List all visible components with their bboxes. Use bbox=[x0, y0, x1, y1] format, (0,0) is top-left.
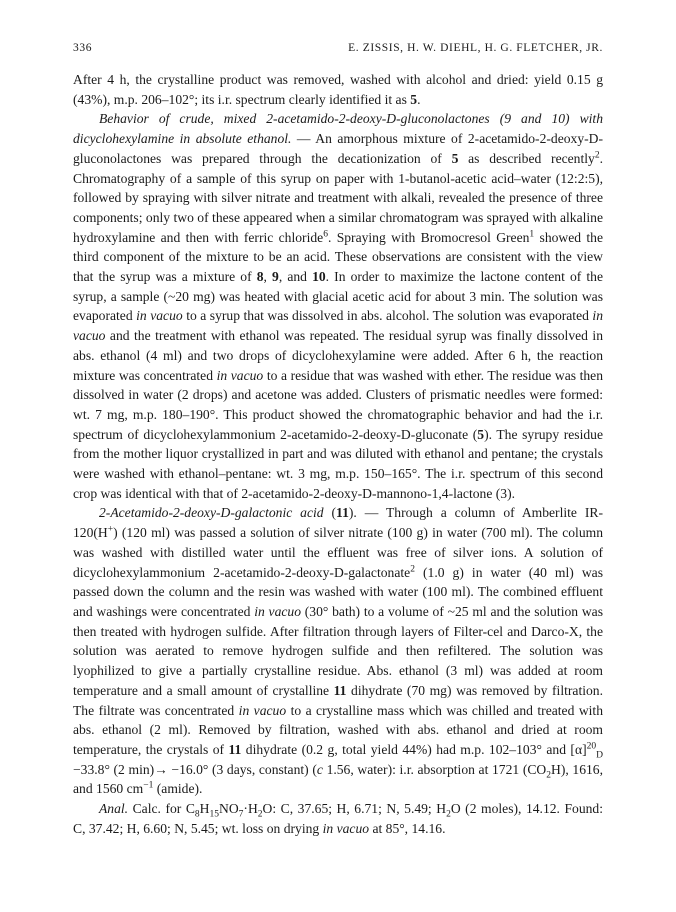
text-run: dihydrate (70 mg) was removed by filtration. The filtrate was concentrated bbox=[73, 682, 603, 718]
subscript: 8 bbox=[194, 809, 200, 820]
text-run: ). The syrupy residue from the mother liquor crystallized in part and was diluted with ethanol and pentane; the crystals were washed with ethanol–pentane: wt. 3 mg, m.p. 150–165°. The i.r. spectrum of this second crop was identical with that of 2-acetamido-2-deoxy-D-mannono-1,4-lactone (3). bbox=[73, 426, 603, 501]
text-run: at 85°, 14.16. bbox=[369, 820, 446, 836]
compound-ref: 5 bbox=[451, 150, 459, 166]
subscript: 2 bbox=[257, 809, 263, 820]
paragraph-4 bbox=[73, 799, 603, 838]
paragraph-3 bbox=[73, 503, 603, 799]
text-run: , and bbox=[278, 269, 313, 285]
text-run: to a residue that was washed with ether. The residue was then dissolved in water (2 drops) and acetone was added. Clusters of prismatic needles were formed: wt. 7 mg, m.p. 180–190°. This product showed the chromatographic behavior and had the i.r. spectrum of dicyclohexylammonium 2-acetamido-2-deoxy-D-gluconate ( bbox=[73, 367, 604, 442]
section-heading: Behavior of crude, mixed 2-acetamido-2-deoxy-D-gluconolactones (9 and 10) with dicyclohexylamine in absolute ethanol. bbox=[73, 111, 603, 147]
text-run: . bbox=[417, 91, 421, 107]
superscript: −1 bbox=[143, 780, 154, 791]
text-run: (30° bath) to a volume of ~25 ml and the solution was then treated with hydrogen sulfide. After filtration through layers of Filter-cel and Darco-X, the solution was aerated to remove hydrogen sulfide and then refiltered. The solution was lyophilized to give a partially crystalline residue. Abs. ethanol (3 ml) was added at room temperature and a small amount of crystalline bbox=[73, 603, 603, 698]
compound-ref: 11 bbox=[228, 741, 242, 757]
compound-ref: 10 bbox=[312, 269, 326, 285]
citation-ref: 1 bbox=[529, 229, 535, 240]
text-run: showed the third component of the mixture to be an acid. These observations are consistent with the view that the syrup was a mixture of bbox=[73, 229, 604, 285]
subscript: 2 bbox=[446, 809, 451, 820]
subscript: 15 bbox=[209, 809, 220, 820]
text-run: Calc. for C bbox=[128, 801, 195, 817]
citation-ref: 6 bbox=[323, 229, 328, 240]
text-run: NO bbox=[219, 801, 239, 817]
text-run: ). bbox=[348, 505, 357, 521]
italic-term: in vacuo bbox=[73, 308, 603, 344]
subscript: 2 bbox=[546, 770, 552, 781]
superscript: 20 bbox=[586, 741, 597, 752]
italic-term: in vacuo bbox=[238, 702, 287, 718]
text-run: , bbox=[263, 269, 273, 285]
paragraph-1 bbox=[73, 70, 603, 109]
text-run: H bbox=[199, 801, 210, 817]
text-run: ) (120 ml) was passed a solution of silver nitrate (100 g) in water (700 ml). The column was washed with distilled water until the effluent was free of silver ions. A solution of dicyclohexylammonium 2-acetamido-2-deoxy-D-galactonate bbox=[73, 525, 603, 580]
text-run: . Chromatography of a sample of this syrup on paper with 1-butanol-acetic acid–water (12:2:5), followed by spraying with silver nitrate and treatment with alkali, revealed the presence of three components; only two of these appeared when a similar chromatogram was sprayed with alkaline hydroxylamine and then with ferric chloride bbox=[73, 150, 603, 245]
text-run: ·H bbox=[243, 801, 258, 817]
subscript: 7 bbox=[238, 809, 244, 820]
subscript: D bbox=[596, 750, 603, 761]
article-body bbox=[73, 70, 603, 838]
italic-term: in vacuo bbox=[254, 603, 301, 619]
running-header bbox=[73, 42, 603, 54]
text-run: to a syrup that was dissolved in abs. alcohol. The solution was evaporated bbox=[182, 308, 593, 324]
text-run: — An amorphous mixture of 2-acetamido-2-deoxy-D-gluconolactones was prepared through the decationization of bbox=[73, 131, 603, 166]
text-run: — Through a column of Amberlite IR-120(H bbox=[73, 505, 603, 541]
compound-ref: 11 bbox=[336, 505, 349, 521]
text-run: O: C, 37.65; H, 6.71; N, 5.49; H bbox=[262, 801, 447, 817]
compound-ref: 9 bbox=[272, 269, 279, 285]
compound-ref: 8 bbox=[256, 269, 264, 285]
superscript: + bbox=[107, 524, 114, 535]
compound-ref: 5 bbox=[410, 91, 418, 107]
text-run: (1.0 g) in water (40 ml) was passed down the column and the resin was washed with water (100 ml). The combined effluent and washings were concentrated bbox=[73, 564, 603, 619]
text-run: H), 1616, and 1560 cm bbox=[73, 761, 603, 797]
italic-term: Anal. bbox=[99, 801, 129, 817]
author-line: E. ZISSIS, H. W. DIEHL, H. G. FLETCHER, JR. bbox=[348, 42, 603, 54]
italic-term: c bbox=[316, 761, 323, 777]
page-number: 336 bbox=[73, 42, 93, 54]
compound-ref: 5 bbox=[477, 426, 485, 442]
paragraph-2 bbox=[73, 109, 603, 503]
italic-term: in vacuo bbox=[136, 308, 183, 324]
section-heading: 2-Acetamido-2-deoxy-D-galactonic acid bbox=[99, 505, 324, 521]
text-run: O (2 moles), 14.12. Found: C, 37.42; H, 6.60; N, 5.45; wt. loss on drying bbox=[73, 801, 603, 836]
citation-ref: 2 bbox=[410, 564, 415, 575]
text-run: and the treatment with ethanol was repeated. The residual syrup was finally dissolved in abs. ethanol (4 ml) and two drops of dicyclohexylamine were added. After 6 h, the reaction mixture was concentrated bbox=[73, 328, 603, 383]
text-run: . In order to maximize the lactone content of the syrup, a sample (~20 mg) was heated with glacial acetic acid for about 3 min. The solution was evaporated bbox=[73, 269, 603, 324]
text-run: ( bbox=[323, 505, 337, 521]
text-run: to a crystalline mass which was chilled and treated with abs. ethanol (2 ml). Removed by filtration, washed with abs. ethanol and dried at room temperature, the crystals of bbox=[73, 702, 603, 757]
text-run: 1.56, water): i.r. absorption at 1721 (CO bbox=[322, 761, 547, 777]
italic-term: in vacuo bbox=[216, 367, 264, 383]
text-run: dihydrate (0.2 g, total yield 44%) had m.p. 102–103° and [α] bbox=[241, 741, 587, 757]
text-run: After 4 h, the crystalline product was removed, washed with alcohol and dried: yield 0.15 g (43%), m.p. 206–102°; its i.r. spectrum clearly identified it as bbox=[73, 72, 603, 107]
text-run: (amide). bbox=[153, 781, 203, 797]
compound-ref: 11 bbox=[333, 682, 347, 698]
text-run: as described recently bbox=[458, 150, 595, 166]
text-run: . Spraying with Bromocresol Green bbox=[327, 229, 530, 245]
text-run: −33.8° (2 min)→ −16.0° (3 days, constant) ( bbox=[73, 761, 317, 777]
italic-term: in vacuo bbox=[322, 820, 370, 836]
citation-ref: 2 bbox=[594, 150, 600, 161]
